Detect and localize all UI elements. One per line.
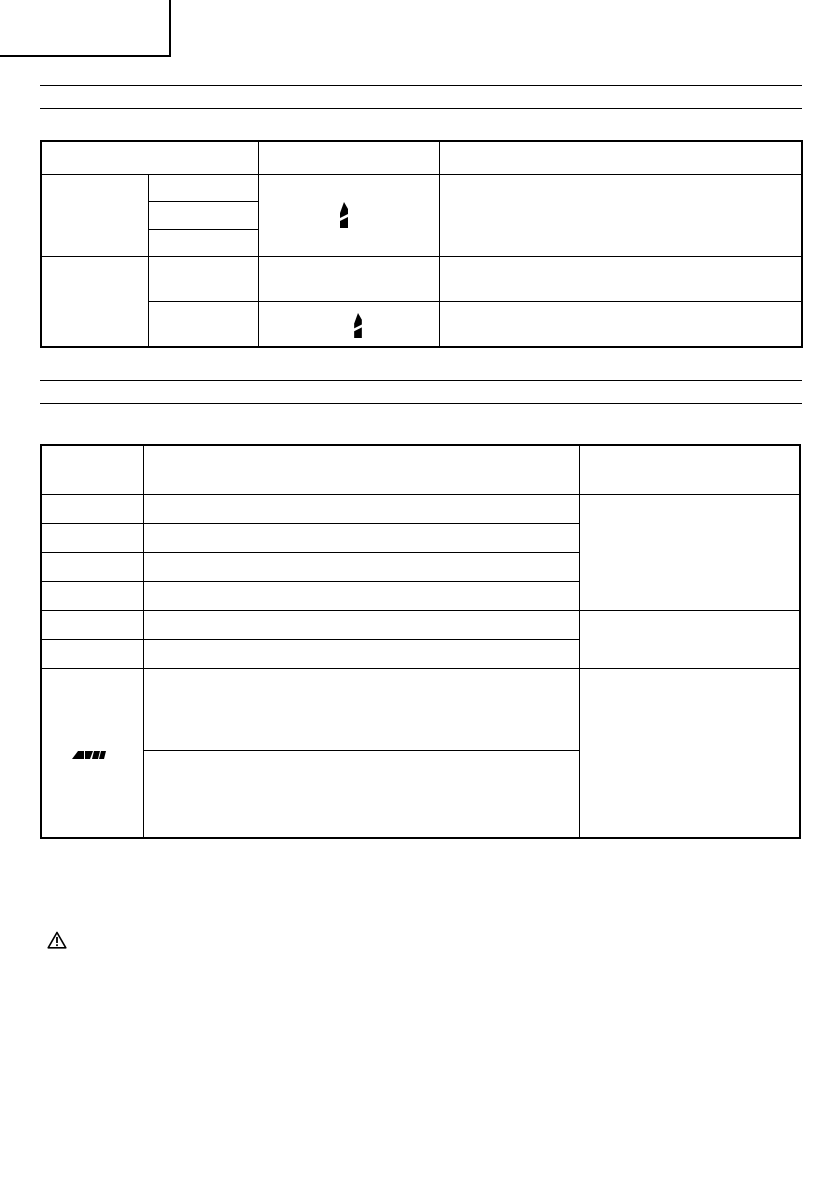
table-1-header-divider [41, 174, 802, 175]
section-2-heading-top-rule [40, 380, 802, 381]
battery-icon [72, 749, 106, 761]
table-1-row-divider [148, 201, 258, 202]
battery-charger-table [40, 444, 801, 839]
table-2-row-divider [41, 639, 579, 640]
drill-bit-icon [339, 202, 349, 228]
page-number-tab [0, 0, 171, 57]
table-2-group-divider [41, 668, 800, 669]
table-1-group-divider [41, 256, 802, 257]
table-2-group-divider [41, 610, 800, 611]
table-2-col-divider-2 [579, 445, 580, 838]
table-1-row-divider [148, 229, 258, 230]
table-1-row-divider [148, 301, 802, 302]
table-2-header-divider [41, 494, 800, 495]
table-1-col-divider-3 [439, 141, 440, 347]
table-2-row-divider [41, 581, 579, 582]
drilling-capacity-table [40, 140, 803, 348]
table-2-row-divider [143, 750, 579, 751]
table-2-col-divider-1 [143, 445, 144, 838]
table-2-row-divider [41, 552, 579, 553]
section-2-heading-bottom-rule [40, 403, 802, 404]
section-1-heading-bottom-rule [40, 108, 802, 109]
drill-bit-icon [353, 313, 363, 338]
table-2-row-divider [41, 523, 579, 524]
table-1-col-divider-2 [258, 141, 259, 347]
section-1-heading-top-rule [40, 85, 802, 86]
warning-triangle-icon [47, 931, 67, 949]
table-1-col-divider-1 [148, 174, 149, 347]
